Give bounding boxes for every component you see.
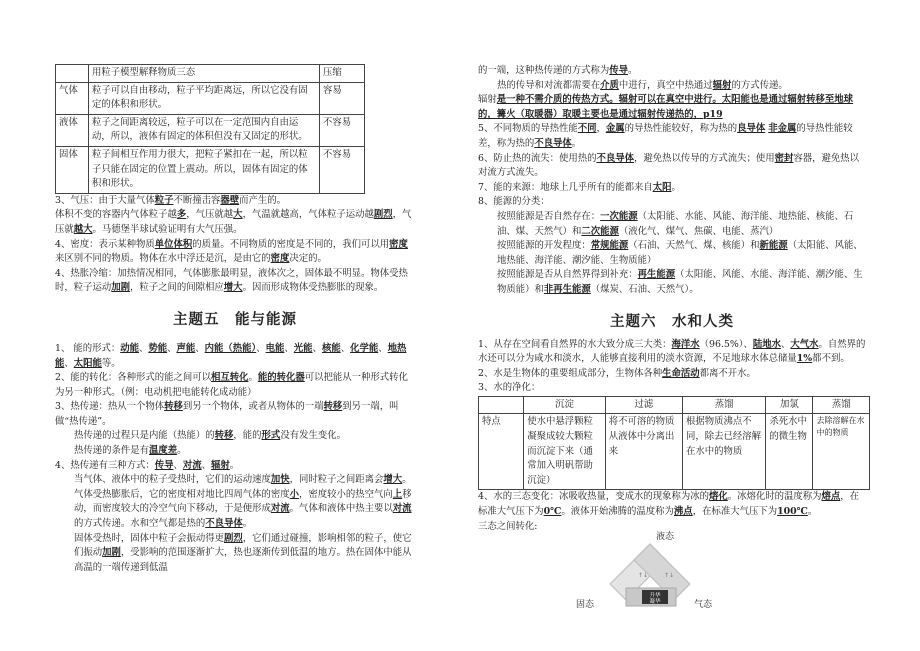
- arrow-icon: ↑↓: [664, 572, 675, 580]
- emphasis-text: 常规能源: [590, 240, 629, 252]
- text-segment: 按照能源是否自然存在：: [497, 210, 601, 222]
- text-segment: （96.5%）、: [699, 338, 753, 350]
- text-segment: ，: [596, 123, 606, 135]
- table-cell: 压缩: [320, 65, 365, 83]
- emphasis-text: 陆地水: [752, 338, 781, 350]
- text-segment: 的导热性能较差，称为热的: [478, 123, 853, 149]
- gas-label: 气态: [694, 600, 713, 611]
- text-segment: 、: [780, 338, 791, 350]
- text-segment: 的方式传递。: [731, 79, 788, 91]
- paragraph: [478, 122, 866, 151]
- table-cell: [56, 65, 89, 83]
- text-segment: 。马德堡半球试验证明有大气压强。: [92, 223, 243, 235]
- text-segment: 都离不开水。: [699, 367, 756, 379]
- paragraph: [478, 239, 866, 268]
- right-column: [478, 64, 866, 614]
- emphasis-text: 化学能: [350, 342, 379, 354]
- emphasis-text: 生命活动: [662, 367, 700, 379]
- emphasis-text: 内能（热能）: [204, 342, 257, 354]
- text-segment: 、: [201, 459, 212, 471]
- text-segment: 的导热性能较好，称为热的: [624, 123, 738, 135]
- emphasis-text: 100℃: [777, 506, 808, 518]
- emphasis-text: 能的转化器: [257, 372, 305, 384]
- text-segment: 1、从存在空间看自然界的水大致分成三大类：: [478, 338, 672, 350]
- text-segment: 到另一端，叫做“热传递”。: [55, 401, 399, 427]
- emphasis-text: 形式: [261, 430, 281, 442]
- paragraph: 三态之间转化:: [478, 520, 538, 532]
- section-heading: 主题五 能与能源: [173, 310, 297, 328]
- paragraph: [55, 194, 415, 209]
- text-segment: 3、气压：由于大量气体: [55, 194, 155, 206]
- text-segment: ，避免热以传导的方式流失；使用: [633, 152, 775, 164]
- text-segment: 1、 能的形式：: [55, 342, 121, 354]
- emphasis-text: 沸点: [673, 506, 693, 518]
- emphasis-text: 密封: [774, 152, 794, 164]
- text-segment: 。气体受热膨胀后，它的密度相对地比四周气体的密度: [74, 474, 412, 500]
- text-segment: 体积不变的容器内气体粒子越: [55, 209, 177, 221]
- text-segment: 、: [167, 342, 177, 354]
- table-cell: 不容易: [320, 114, 365, 146]
- emphasis-text: 多: [176, 209, 187, 221]
- emphasis-text: 二次能源: [581, 225, 619, 237]
- text-segment: 、: [378, 342, 388, 354]
- paragraph: 8、能源的分类：: [478, 196, 550, 208]
- text-segment: ，受影响的范围逐渐扩大，热也逐渐传到低温的地方。热在固体中能从高温的一端传递到低温: [74, 547, 412, 573]
- text-segment: 、: [340, 342, 351, 354]
- text-segment: 、: [195, 342, 205, 354]
- text-segment: 来区别不同的物质。物体在水中浮还是沉，是由它的: [55, 253, 271, 265]
- paragraph: [55, 238, 415, 267]
- emphasis-text: 太阳: [652, 181, 672, 193]
- text-segment: 移动，而密度较大的冷空气向下移动，于是便形成: [74, 488, 412, 515]
- text-segment: （太阳能、风能、地热能、海洋能、潮汐能、生物质能）: [497, 240, 863, 266]
- emphasis-text: 不同: [577, 123, 597, 135]
- paragraph: 3、水的净化：: [478, 382, 541, 394]
- table-row: [479, 414, 870, 490]
- emphasis-text: 熔点: [821, 491, 841, 503]
- text-segment: 而产生的。: [239, 194, 287, 206]
- text-segment: 、: [256, 342, 266, 354]
- emphasis-text: 良导体: [737, 123, 766, 135]
- emphasis-text: 不良导体: [205, 518, 243, 530]
- phase-diagram: [576, 532, 718, 614]
- text-segment: （太阳能、风能、水能、海洋能、潮汐能、生物质能）和: [497, 269, 863, 295]
- states-table: [55, 64, 365, 194]
- emphasis-text: 加剧: [102, 547, 121, 559]
- emphasis-text: 辐射: [712, 79, 732, 91]
- emphasis-text: 器壁: [220, 194, 240, 206]
- liquid-label: 液态: [656, 532, 675, 543]
- purification-table: [478, 396, 870, 491]
- emphasis-text: 加快: [270, 474, 290, 486]
- emphasis-text: 1%: [796, 353, 813, 365]
- emphasis-text: 传导: [609, 65, 629, 76]
- emphasis-text: 海洋水: [671, 338, 700, 350]
- text-segment: ，密度较小的热空气向: [299, 488, 393, 500]
- text-segment: 的一端，这种热传递的方式称为: [478, 65, 610, 76]
- emphasis-text: 声能: [176, 342, 196, 354]
- emphasis-text: 不良导体: [534, 137, 572, 149]
- text-segment: （太阳能、水能、风能、海洋能、地热能、核能、石油、煤、天然气）和: [497, 210, 854, 237]
- text-segment: 的质量。不同物质的密度是不同的，我们可以用: [192, 238, 390, 250]
- emphasis-text: 相互转化: [210, 372, 249, 384]
- table-cell: 粒子之间距离较远，粒子可以在一定范围内自由运动，所以，液体有固定的体积但没有又固定的形状。: [89, 114, 320, 146]
- text-segment: 4、密度：表示某种物质: [55, 238, 155, 250]
- table-row: [56, 65, 365, 83]
- text-segment: 。: [571, 137, 582, 149]
- emphasis-text: 地热能: [55, 342, 407, 369]
- text-segment: 4、热传递有三种方式：: [55, 459, 155, 471]
- emphasis-text: 越大: [73, 223, 93, 235]
- table-cell: 使水中悬浮颗粒凝聚成较大颗粒而沉淀下来（通常加入明矾帮助沉淀）: [524, 414, 606, 490]
- emphasis-text: 核能: [321, 342, 341, 354]
- emphasis-text: 转移: [214, 430, 234, 442]
- text-segment: 热的传导和对流都需要在: [497, 79, 601, 91]
- table-cell: 蒸馏: [682, 396, 765, 414]
- paragraph: [478, 490, 866, 519]
- emphasis-text: 电能: [265, 342, 285, 354]
- text-segment: ，能的: [233, 430, 262, 442]
- text-segment: 。: [671, 181, 681, 193]
- table-cell: 液体: [56, 114, 89, 146]
- emphasis-text: 增大: [223, 282, 243, 294]
- text-segment: 。因而形成物体受热膨胀的现象。: [242, 282, 384, 294]
- table-cell: 去除溶解在水中的物质: [813, 414, 870, 490]
- text-segment: 。: [242, 518, 253, 530]
- text-segment: 。: [229, 459, 240, 471]
- paragraph: [55, 371, 415, 400]
- emphasis-text: 势能: [148, 342, 168, 354]
- text-segment: 2、水是生物体的重要组成部分，生物体各种: [478, 367, 663, 379]
- paragraph: [55, 342, 415, 371]
- text-segment: ，气压就: [55, 209, 412, 235]
- emphasis-text: 对流: [270, 503, 290, 515]
- text-segment: 固体受热时，固体中粒子会振动得更: [74, 532, 225, 544]
- text-segment: 4、水的三态变化：冰吸收热量，变成水的现象称为冰的: [478, 491, 709, 503]
- table-cell: 加氯: [766, 396, 813, 414]
- emphasis-text: 单位体积: [154, 238, 193, 250]
- emphasis-text: 传导: [154, 459, 174, 471]
- paragraph: [55, 459, 415, 474]
- text-segment: （石油、天然气、煤、核能）和: [628, 240, 760, 252]
- text-segment: 、: [64, 357, 74, 369]
- table-cell: 特点: [479, 414, 524, 490]
- table-cell: 杀死水中的微生物: [766, 414, 813, 490]
- text-segment: （煤炭、石油、天然气）。: [590, 283, 699, 295]
- table-cell: 粒子间相互作用力很大，把粒子紧扣在一起，所以粒子只能在固定的位置上震动。所以，固体有固定的体积和形状。: [89, 146, 320, 193]
- text-segment: ，在标准大气压下为: [478, 491, 860, 518]
- emphasis-text: 加剧: [111, 282, 131, 294]
- table-cell: 将不可溶的物质从液体中分离出来: [605, 414, 682, 490]
- text-segment: ，气压就越: [186, 209, 234, 221]
- text-segment: 。: [177, 445, 187, 457]
- text-segment: 辐射: [478, 94, 497, 106]
- table-row: [479, 396, 870, 414]
- paragraph: [55, 208, 415, 237]
- text-segment: ，同时粒子之间距离会: [289, 474, 384, 486]
- emphasis-text: 剧烈: [224, 532, 243, 544]
- text-segment: 、: [138, 342, 149, 354]
- emphasis-text: 辐射: [211, 459, 230, 471]
- emphasis-text: 大: [233, 209, 243, 221]
- table-cell: 蒸馏: [813, 396, 870, 414]
- text-segment: 6、防止热的流失：使用热的: [478, 152, 597, 164]
- sublimation-label: 升华: [649, 593, 661, 600]
- emphasis-text: 转移: [323, 401, 343, 413]
- text-segment: ，在标准大气压下为: [692, 506, 778, 518]
- paragraph: [478, 79, 866, 94]
- table-cell: 气体: [56, 82, 89, 114]
- emphasis-text: 非金属: [768, 123, 797, 135]
- emphasis-text: 增大: [383, 474, 403, 486]
- text-segment: 。液体开始沸腾的温度称为: [561, 506, 674, 518]
- text-segment: 3、热传递：热从一个物体: [55, 401, 165, 413]
- emphasis-text: 动能: [120, 342, 139, 354]
- solid-label: 固态: [576, 600, 595, 611]
- table-cell: [479, 396, 524, 414]
- emphasis-text: 小: [289, 488, 300, 500]
- text-segment: 5、不同物质的导热性能: [478, 123, 578, 135]
- text-segment: 都不到。: [812, 353, 850, 365]
- text-segment: 不断撞击容: [173, 194, 221, 206]
- text-segment: 可以把能从一种形式转化为另一种形式。（例：电动机把电能转化成动能）: [55, 372, 408, 398]
- emphasis-text: 密度: [270, 253, 290, 265]
- text-segment: 。: [628, 65, 638, 76]
- table-cell: 容易: [320, 82, 365, 114]
- table-row: [56, 114, 365, 146]
- table-cell: 固体: [56, 146, 89, 193]
- emphasis-text: 密度: [389, 238, 408, 250]
- section-heading: 主题六 水和人类: [610, 312, 734, 330]
- emphasis-text: 新能源: [759, 240, 788, 252]
- emphasis-text: 一次能源: [600, 210, 638, 222]
- text-segment: ，粒子之间的间隙相应: [130, 282, 224, 294]
- arrow-icon: ↑↓: [638, 572, 649, 580]
- text-segment: 没有发生变化。: [280, 430, 346, 442]
- emphasis-text: 对流: [182, 459, 202, 471]
- deposition-label: 凝华: [649, 599, 661, 606]
- emphasis-text: 对流: [392, 503, 412, 515]
- text-segment: 、: [284, 342, 294, 354]
- emphasis-text: 太阳能: [73, 357, 102, 369]
- paragraph: [55, 444, 415, 459]
- paragraph: [55, 473, 415, 531]
- emphasis-text: 大气水: [790, 338, 819, 350]
- emphasis-text: 熔化: [708, 491, 728, 503]
- table-row: [56, 146, 365, 193]
- paragraph: [55, 400, 415, 429]
- emphasis-text: 是一种不需介质的传热方式。辐射可以在真空中进行。太阳能也是通过辐射转移至地球的，篝火（取暖器）取暖主要也是通过辐射传递热的，p19: [478, 94, 854, 120]
- paragraph: [55, 429, 415, 444]
- emphasis-text: 0℃: [543, 506, 562, 518]
- text-segment: 4、热胀冷缩：加热情况相同，气体膨胀最明显，液体次之，固体最不明显。物体受热时，粒子运动: [55, 267, 408, 294]
- text-segment: 2、能的转化：各种形式的能之间可以: [55, 372, 211, 384]
- text-segment: 、: [173, 459, 183, 471]
- text-segment: 、: [312, 342, 322, 354]
- paragraph: [478, 181, 866, 196]
- table-cell: 粒子可以自由移动，粒子平均距离远，所以它没有固定的体积和形状。: [89, 82, 320, 114]
- text-segment: 中进行，真空中热通过: [618, 79, 713, 91]
- emphasis-text: 温度差: [149, 445, 178, 457]
- emphasis-text: 粒子: [154, 194, 174, 206]
- text-segment: 到另一个物体，或者从物体的一端: [182, 401, 324, 413]
- emphasis-text: 转移: [164, 401, 183, 413]
- text-segment: 热传递的过程只是内能（热能）的: [74, 430, 215, 442]
- text-segment: 。自然界的水还可以分为咸水和淡水，人能够直接利用的淡水资源，不足地球水体总储量: [478, 338, 866, 365]
- table-row: [56, 82, 365, 114]
- text-segment: 决定的。: [289, 253, 327, 265]
- paragraph: [55, 267, 415, 296]
- table-cell: 不容易: [320, 146, 365, 193]
- text-segment: （液化气、煤气、焦碳、电能、蒸汽）: [618, 225, 779, 237]
- text-segment: 按照能源的开发程度：: [497, 240, 591, 252]
- paragraph: [478, 367, 866, 382]
- emphasis-text: 上: [392, 488, 403, 500]
- text-segment: ，气温就越高，气体粒子运动越: [242, 209, 374, 221]
- text-segment: 7、能的来源：地球上几乎所有的能都来自: [478, 181, 653, 193]
- text-segment: 。: [248, 372, 258, 384]
- text-segment: 等。: [101, 357, 121, 369]
- text-segment: 的方式传递。水和空气都是热的: [74, 518, 206, 530]
- paragraph: [55, 532, 415, 576]
- emphasis-text: 剧烈: [373, 209, 393, 221]
- paragraph: [478, 93, 866, 122]
- paragraph: [478, 64, 866, 79]
- text-segment: 按照能源是否从自然界得到补充：: [497, 269, 638, 281]
- left-column: [55, 64, 415, 575]
- paragraph: [478, 338, 866, 367]
- emphasis-text: 金属: [605, 123, 625, 135]
- paragraph: [478, 210, 866, 239]
- table-cell: 用粒子模型解释物质三态: [89, 65, 320, 83]
- text-segment: 。冰熔化时的温度称为: [727, 491, 822, 503]
- paragraph: [478, 268, 866, 297]
- emphasis-text: 再生能源: [637, 269, 676, 281]
- emphasis-text: 非再生能源: [543, 283, 591, 295]
- text-segment: 容器，避免热以对流方式流失。: [478, 152, 860, 179]
- emphasis-text: 光能: [293, 342, 313, 354]
- text-segment: 。气体和液体中热主要以: [289, 503, 393, 515]
- table-cell: 沉淀: [524, 396, 606, 414]
- emphasis-text: 不良导体: [596, 152, 634, 164]
- text-segment: 热传递的条件是有: [74, 445, 150, 457]
- table-cell: 过滤: [605, 396, 682, 414]
- emphasis-text: 介质: [600, 79, 619, 91]
- text-segment: 当气体、液体中的粒子受热时，它们的运动速度: [74, 474, 271, 486]
- text-segment: ，它们通过碰撞，影响相邻的粒子，使它们振动: [74, 532, 412, 559]
- table-cell: 根据物质沸点不同，除去已经溶解在水中的物质: [682, 414, 765, 490]
- paragraph: [478, 152, 866, 181]
- text-segment: 。: [807, 506, 818, 518]
